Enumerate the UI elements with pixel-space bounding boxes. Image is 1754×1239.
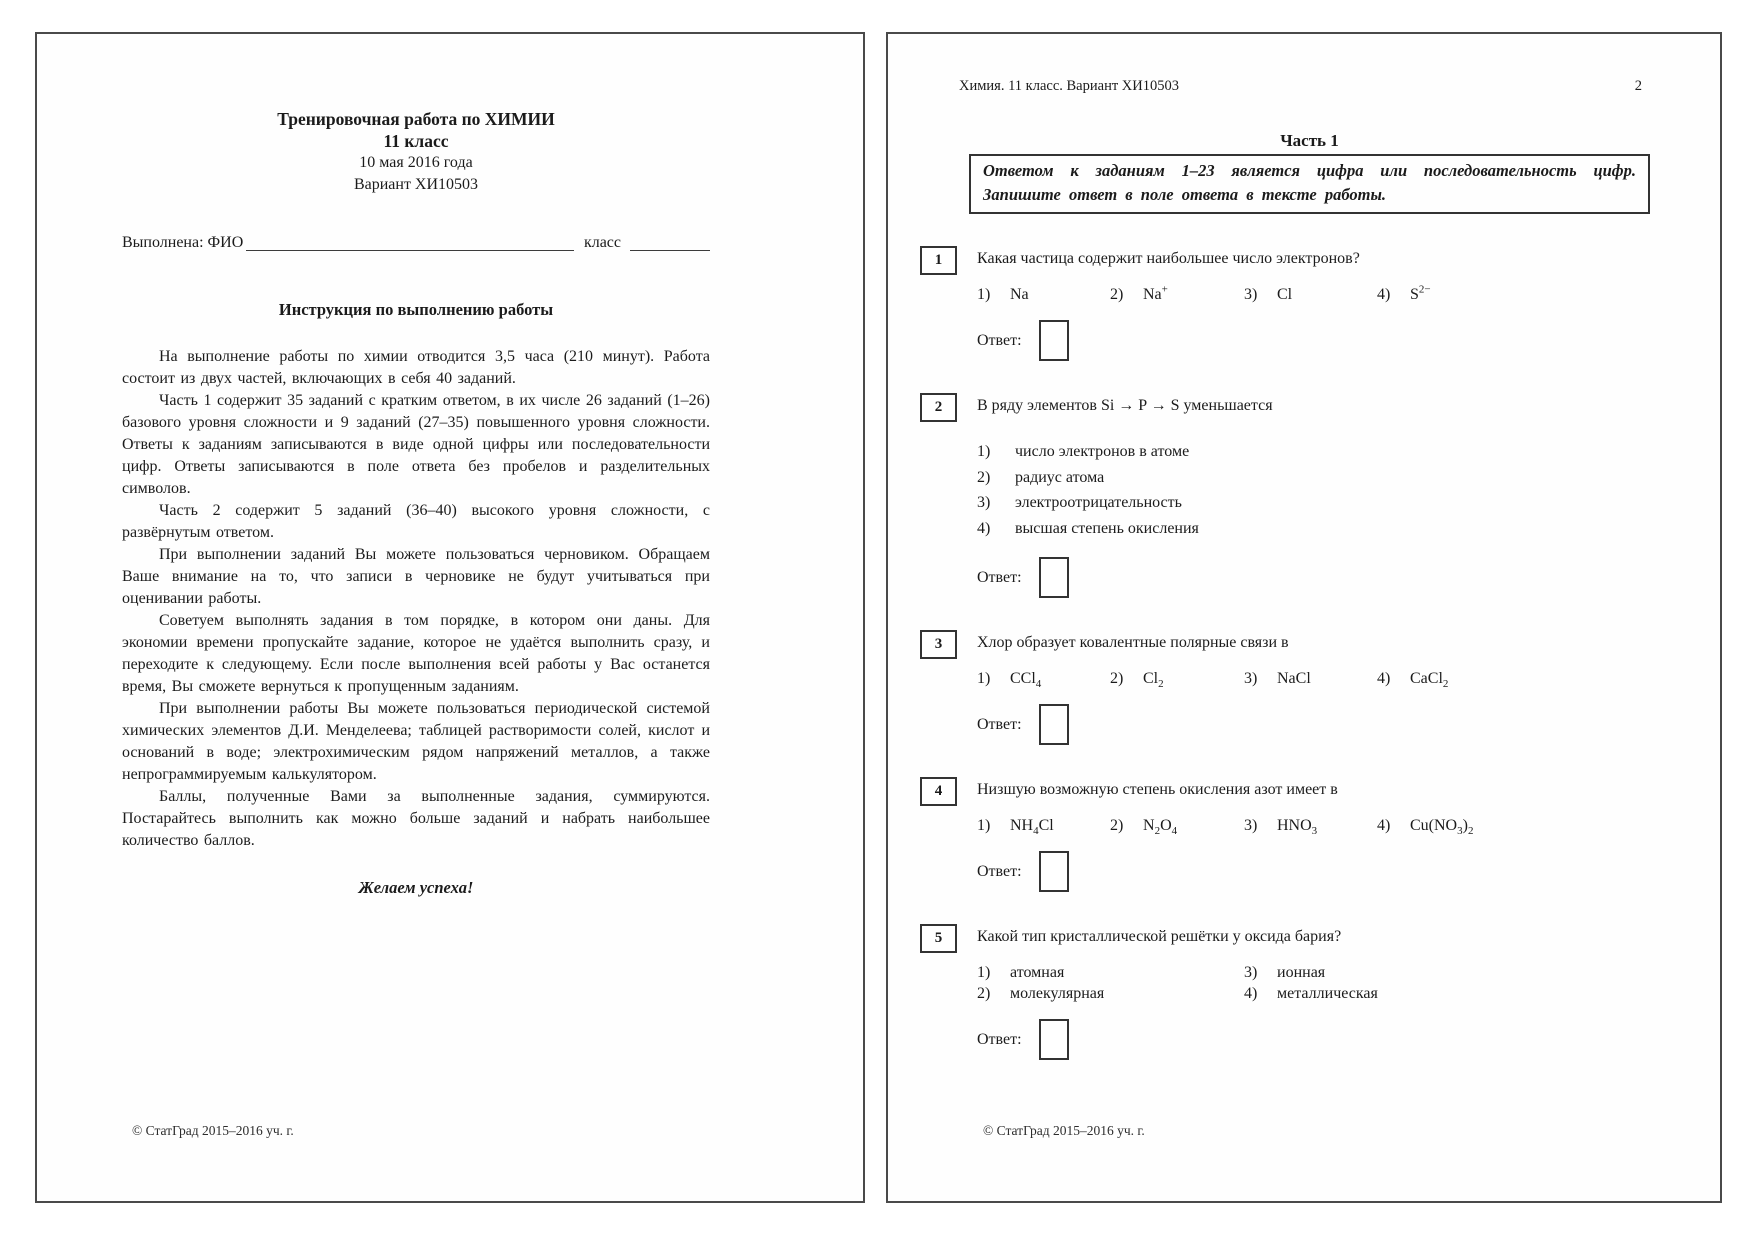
question-block xyxy=(888,393,1720,598)
option-number: 2) xyxy=(1110,670,1124,687)
option-number: 4) xyxy=(977,519,991,537)
answer-row xyxy=(977,557,1648,598)
work-title: Тренировочная работа по ХИМИИ xyxy=(277,109,555,129)
questions xyxy=(888,246,1720,1060)
answer-label: Ответ: xyxy=(977,331,1022,349)
question-block xyxy=(888,924,1720,1060)
question-number: 5 xyxy=(934,930,943,946)
fio-label: Выполнена: ФИО xyxy=(122,234,244,251)
option-text: атомная xyxy=(1010,964,1065,981)
class-blank-line xyxy=(630,232,710,251)
question-number-box xyxy=(920,777,957,806)
option-text: число электронов в атоме xyxy=(1015,443,1190,460)
option-item xyxy=(1377,817,1648,838)
part-title: Часть 1 xyxy=(1280,131,1339,150)
question-number: 3 xyxy=(934,636,943,652)
answer-row xyxy=(977,1019,1648,1060)
option-number: 1) xyxy=(977,670,991,687)
option-number: 1) xyxy=(977,443,991,460)
option-number: 4) xyxy=(1377,286,1391,303)
fio-blank-line xyxy=(246,232,574,251)
question-options xyxy=(977,964,1648,1003)
option-number: 4) xyxy=(1377,817,1391,834)
option-text: радиус атома xyxy=(1015,468,1105,486)
instruction-paragraph: При выполнении работы Вы можете пользоваться периодической системой химических элементов Д.И. Менделеева; таблицей растворимости солей, кислот и оснований в воде; электрохимическим рядом напряжений металлов, а также непрограммируемым калькулятором. xyxy=(122,700,710,783)
fio-row xyxy=(122,232,710,252)
option-number: 2) xyxy=(1110,817,1124,834)
option-text: CCl$_4$ xyxy=(1010,670,1042,691)
answer-box xyxy=(1039,1019,1069,1060)
answer-label: Ответ: xyxy=(977,862,1022,880)
class-label: класс xyxy=(583,234,621,251)
instruction-paragraph: Советуем выполнять задания в том порядке, в котором они даны. Для экономии времени пропускайте задание, которое не удаётся выполнить сразу, и переходите к следующему. Если после выполнения всей работы у Вас останется время, Вы сможете вернуться к пропущенным заданиям. xyxy=(122,612,710,695)
question-content xyxy=(977,630,1648,745)
option-number: 1) xyxy=(977,964,991,981)
question-content xyxy=(977,393,1648,598)
question-number-box xyxy=(920,246,957,275)
answer-box xyxy=(1039,320,1069,361)
option-text: $S^{2-}$ xyxy=(1410,283,1431,303)
instruction-paragraph: Часть 2 содержит 5 заданий (36–40) высокого уровня сложности, с развёрнутым ответом. xyxy=(122,502,710,541)
option-number: 3) xyxy=(1244,964,1258,981)
option-number: 4) xyxy=(1377,670,1391,687)
option-number: 3) xyxy=(977,494,991,511)
part-instruction-box: Ответом к заданиям 1–23 является цифра или последовательность цифр. Запишите ответ в поле ответа в тексте работы. xyxy=(969,154,1650,214)
instruction-paragraph: При выполнении заданий Вы можете пользоваться черновиком. Обращаем Ваше внимание на то, что записи в черновике не будут учитываться при оценивании работы. xyxy=(122,546,710,607)
question-number-box xyxy=(920,630,957,659)
instruction-heading: Инструкция по выполнению работы xyxy=(278,300,554,319)
option-item xyxy=(1377,283,1648,304)
instruction-text xyxy=(122,346,710,852)
option-item xyxy=(1110,283,1244,304)
copyright-footer: © СтатГрад 2015–2016 уч. г. xyxy=(983,1123,1145,1138)
option-item xyxy=(977,465,1648,491)
option-item xyxy=(1377,670,1648,691)
question-number: 1 xyxy=(934,252,943,268)
option-text: ионная xyxy=(1277,964,1326,981)
option-item xyxy=(1244,817,1377,838)
option-item xyxy=(977,490,1648,516)
running-header xyxy=(888,34,1720,95)
question-block xyxy=(888,777,1720,892)
exam-page-1 xyxy=(35,32,865,1203)
answer-row xyxy=(977,851,1648,892)
option-number: 3) xyxy=(1244,670,1258,687)
question-text: Какой тип кристаллической решётки у оксида бария? xyxy=(977,928,1342,945)
question-text: Низшую возможную степень окисления азот имеет в xyxy=(977,781,1338,798)
option-text: Cl xyxy=(1277,286,1293,303)
question-number: 2 xyxy=(934,399,943,415)
good-luck-line: Желаем успеха! xyxy=(358,878,474,897)
copyright-footer: © СтатГрад 2015–2016 уч. г. xyxy=(132,1123,294,1138)
question-options xyxy=(977,817,1648,838)
question-content xyxy=(977,924,1648,1060)
question-options xyxy=(977,439,1648,541)
exam-page-2 xyxy=(886,32,1722,1203)
option-text: $Cu(NO_3)_2$ xyxy=(1410,817,1474,838)
answer-label: Ответ: xyxy=(977,568,1022,586)
option-text: Na xyxy=(1010,286,1029,303)
header-title: Химия. 11 класс. Вариант ХИ10503 xyxy=(959,78,1179,94)
option-number: 2) xyxy=(1110,286,1124,303)
option-text: металлическая xyxy=(1277,985,1378,1002)
question-number-box xyxy=(920,924,957,953)
option-number: 4) xyxy=(1244,985,1258,1002)
option-text: электроотрицательность xyxy=(1015,494,1182,511)
grade-line: 11 класс xyxy=(383,131,449,151)
date-line: 10 мая 2016 года xyxy=(359,154,473,171)
option-number: 3) xyxy=(1244,286,1258,303)
option-item xyxy=(977,964,1244,982)
option-number: 2) xyxy=(977,985,991,1002)
option-item xyxy=(1244,985,1648,1003)
question-text: В ряду элементов Si → P → S уменьшается xyxy=(977,397,1273,414)
option-text: $HNO_3$ xyxy=(1277,817,1318,838)
option-text: высшая степень окисления xyxy=(1015,519,1199,537)
answer-label: Ответ: xyxy=(977,1030,1022,1048)
answer-label: Ответ: xyxy=(977,715,1022,733)
variant-line: Вариант ХИ10503 xyxy=(353,176,479,193)
option-item xyxy=(977,286,1110,304)
option-item xyxy=(1110,670,1244,691)
option-text: $N_2O_4$ xyxy=(1143,817,1178,838)
option-item xyxy=(1244,670,1377,688)
question-text: Хлор образует ковалентные полярные связи в xyxy=(977,634,1289,651)
option-item xyxy=(977,439,1648,465)
option-item xyxy=(977,516,1648,542)
option-text: молекулярная xyxy=(1010,985,1105,1002)
instruction-paragraph: Баллы, полученные Вами за выполненные задания, суммируются. Постарайтесь выполнить как можно больше заданий и набрать наибольшее количество баллов. xyxy=(122,788,710,849)
question-options xyxy=(977,670,1648,691)
question-options xyxy=(977,283,1648,304)
instruction-paragraph: Часть 1 содержит 35 заданий с кратким ответом, в их числе 26 заданий (1–26) базового уровня сложности и 9 заданий (27–35) повышенного уровня сложности. Ответы к заданиям записываются в виде одной цифры или последовательности цифр. Ответы записываются в поле ответа без пробелов и разделительных символов. xyxy=(122,392,710,497)
option-number: 2) xyxy=(977,468,991,486)
option-text: $NH_4Cl$ xyxy=(1010,817,1054,838)
question-block xyxy=(888,246,1720,361)
question-block xyxy=(888,630,1720,745)
option-text: CaCl$_2$ xyxy=(1410,670,1449,691)
question-text: Какая частица содержит наибольшее число электронов? xyxy=(977,250,1360,267)
option-item xyxy=(1244,286,1377,304)
option-number: 1) xyxy=(977,817,991,834)
option-text: $Cl_2$ xyxy=(1143,670,1164,691)
answer-box xyxy=(1039,557,1069,598)
option-item xyxy=(1110,817,1244,838)
question-content xyxy=(977,246,1648,361)
question-number-box xyxy=(920,393,957,422)
option-item xyxy=(977,670,1110,691)
question-number: 4 xyxy=(934,783,943,799)
page-number: 2 xyxy=(1634,78,1642,94)
answer-row xyxy=(977,320,1648,361)
instruction-paragraph: На выполнение работы по химии отводится 3,5 часа (210 минут). Работа состоит из двух частей, включающих в себя 40 заданий. xyxy=(122,348,710,387)
option-item xyxy=(977,817,1110,838)
option-text: Na+ xyxy=(1143,283,1168,303)
option-number: 3) xyxy=(1244,817,1258,834)
option-text: NaCl xyxy=(1277,670,1311,687)
answer-box xyxy=(1039,851,1069,892)
question-content xyxy=(977,777,1648,892)
option-number: 1) xyxy=(977,286,991,303)
option-item xyxy=(1244,964,1648,982)
answer-box xyxy=(1039,704,1069,745)
title-block xyxy=(122,108,710,196)
option-item xyxy=(977,985,1244,1003)
answer-row xyxy=(977,704,1648,745)
